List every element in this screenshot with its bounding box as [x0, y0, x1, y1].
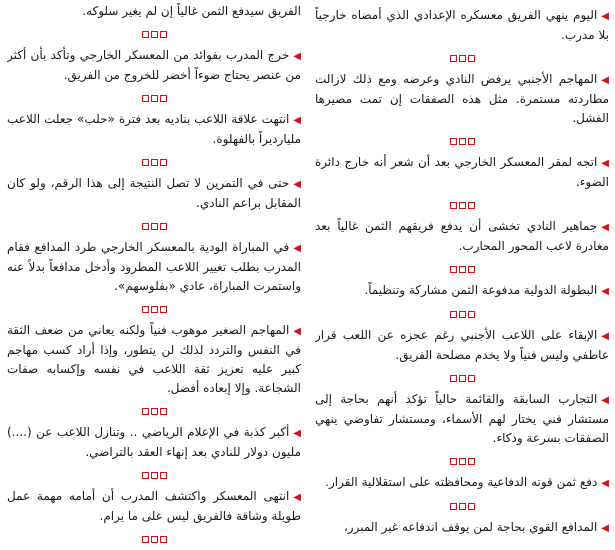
separator: [7, 156, 301, 168]
left-column: [7, 0, 301, 550]
red-triangle-bullet-icon: ◀: [601, 158, 609, 169]
square-icon: [459, 375, 466, 382]
separator: [315, 135, 609, 147]
separator: [315, 52, 609, 64]
square-icon: [142, 95, 149, 102]
bullet-item: ◀التجارب السابقة والقائمة حالياً تؤكد أنهم بحاجة إلى مستشار فني يختار لهم الأسماء، ومستشار تفاوضي ينهي الصفقات بسرعة وذكاء.: [315, 392, 609, 445]
bullet-item: ◀الإبقاء على اللاعب الأجنبي رغم عجزه عن اللعب قرار عاطفي وليس فنياً ولا يخدم مصلحة الفريق.: [315, 328, 609, 362]
bullet-item: ◀أكبر كذبة في الإعلام الرياضي .. وتنازل اللاعب عن (....) مليون دولار للنادي بعد إنهاء العقد بالتراضي.: [7, 425, 301, 459]
bullet-item: ◀في المباراة الودية بالمعسكر الخارجي طرد المدافع فقام المدرب بطلب تغيير اللاعب المطرود وأدخل مدافعاً بدلاً عنه واستمرت المباراة، عادي «بفلوسهم».: [7, 240, 301, 293]
separator: [315, 199, 609, 211]
bullet-item: ◀اليوم ينهي الفريق معسكره الإعدادي الذي أمضاه خارجياً بلا مدرب.: [315, 8, 609, 42]
square-icon: [459, 311, 466, 318]
separator: [7, 469, 301, 481]
square-icon: [142, 31, 149, 38]
red-triangle-bullet-icon: ◀: [601, 75, 609, 86]
square-icon: [151, 408, 158, 415]
square-icon: [151, 472, 158, 479]
continuation-text: الفريق سيدفع الثمن غالياً إن لم يغير سلوكه.: [82, 4, 301, 18]
square-icon: [450, 55, 457, 62]
square-icon: [459, 503, 466, 510]
bullet-item: ◀خرج المدرب بفوائد من المعسكر الخارجي وتأكد بأن أكثر من عنصر يحتاج ضوءاً أخضر للخروج من الفريق.: [7, 48, 301, 82]
red-triangle-bullet-icon: ◀: [293, 115, 301, 126]
separator: [315, 500, 609, 512]
square-icon: [459, 138, 466, 145]
square-icon: [459, 266, 466, 273]
square-icon: [151, 95, 158, 102]
bullet-item: ◀المهاجم الصغير موهوب فنياً ولكنه يعاني من ضعف الثقة في النفس والتردد لذلك لن يتطور، وإذا أراد كسب مهاجم كبير عليه تعزيز ثقة اللاعب في نفسه وإكسابه صفات الشجاعة. وإلا إبعاده أفضل.: [7, 323, 301, 395]
bullet-item: ◀انتهت علاقة اللاعب بناديه بعد فترة «حلب» جعلت اللاعب مليارديراً بالفهلوة.: [7, 112, 301, 146]
red-triangle-bullet-icon: ◀: [601, 395, 609, 406]
separator: [7, 28, 301, 40]
red-triangle-bullet-icon: ◀: [601, 222, 609, 233]
square-icon: [151, 159, 158, 166]
separator: [7, 405, 301, 417]
bullet-item: ◀دفع ثمن قوته الدفاعية ومحافظته على استقلالية القرار.: [315, 473, 609, 493]
square-icon: [450, 266, 457, 273]
square-icon: [468, 55, 475, 62]
square-icon: [160, 306, 167, 313]
square-icon: [450, 138, 457, 145]
bullet-item: ◀المهاجم الأجنبي يرفض النادي وعرضه ومع ذلك لازالت مطاردته مستمرة. مثل هذه الصفقات إن تمت مصيرها الفشل.: [315, 72, 609, 125]
square-icon: [459, 202, 466, 209]
square-icon: [142, 159, 149, 166]
square-icon: [450, 375, 457, 382]
separator: [315, 263, 609, 275]
separator: [315, 308, 609, 320]
bullet-item: ◀جماهير النادي تخشى أن يدفع فريقهم الثمن غالياً بعد مغادرة لاعب المحور المحارب.: [315, 219, 609, 253]
square-icon: [142, 306, 149, 313]
bullet-item: ◀المدافع القوي بحاجة لمن يوقف اندفاعه غير المبرر،: [315, 518, 609, 538]
square-icon: [142, 408, 149, 415]
square-icon: [468, 458, 475, 465]
red-triangle-bullet-icon: ◀: [293, 428, 301, 439]
square-icon: [142, 472, 149, 479]
separator: [7, 92, 301, 104]
square-icon: [468, 266, 475, 273]
red-triangle-bullet-icon: ◀: [293, 51, 301, 62]
bullet-item: ◀انتهى المعسكر واكتشف المدرب أن أمامه مهمة عمل طويلة وشاقة فالفريق ليس على ما يرام.: [7, 489, 301, 523]
square-icon: [160, 223, 167, 230]
square-icon: [450, 458, 457, 465]
square-icon: [151, 31, 158, 38]
square-icon: [151, 223, 158, 230]
red-triangle-bullet-icon: ◀: [601, 286, 609, 297]
bullet-item: ◀حتى في التمرين لا تصل النتيجة إلى هذا الرقم، ولو كان المقابل براعم النادي.: [7, 176, 301, 210]
square-icon: [450, 202, 457, 209]
square-icon: [468, 138, 475, 145]
square-icon: [142, 223, 149, 230]
red-triangle-bullet-icon: ◀: [293, 243, 301, 254]
separator: [315, 455, 609, 467]
separator: [7, 303, 301, 315]
bullet-item: ◀البطولة الدولية مدفوعة الثمن مشاركة وتنظيماً.: [315, 281, 609, 301]
square-icon: [151, 536, 158, 543]
square-icon: [450, 503, 457, 510]
red-triangle-bullet-icon: ◀: [601, 331, 609, 342]
red-triangle-bullet-icon: ◀: [293, 326, 301, 337]
square-icon: [160, 159, 167, 166]
square-icon: [142, 536, 149, 543]
separator: [315, 372, 609, 384]
red-triangle-bullet-icon: ◀: [601, 11, 609, 22]
square-icon: [450, 311, 457, 318]
bullet-item: ◀اتجه لمقر المعسكر الخارجي بعد أن شعر أنه خارج دائرة الضوء.: [315, 155, 609, 189]
square-icon: [160, 472, 167, 479]
square-icon: [151, 306, 158, 313]
square-icon: [459, 458, 466, 465]
square-icon: [468, 375, 475, 382]
red-triangle-bullet-icon: ◀: [293, 492, 301, 503]
square-icon: [459, 55, 466, 62]
red-triangle-bullet-icon: ◀: [293, 179, 301, 190]
red-triangle-bullet-icon: ◀: [601, 523, 609, 534]
square-icon: [468, 311, 475, 318]
square-icon: [160, 408, 167, 415]
right-column: [315, 0, 609, 550]
separator: [7, 220, 301, 232]
separator: [7, 533, 301, 545]
square-icon: [160, 31, 167, 38]
square-icon: [468, 202, 475, 209]
square-icon: [160, 95, 167, 102]
square-icon: [160, 536, 167, 543]
red-triangle-bullet-icon: ◀: [601, 478, 609, 489]
square-icon: [468, 503, 475, 510]
